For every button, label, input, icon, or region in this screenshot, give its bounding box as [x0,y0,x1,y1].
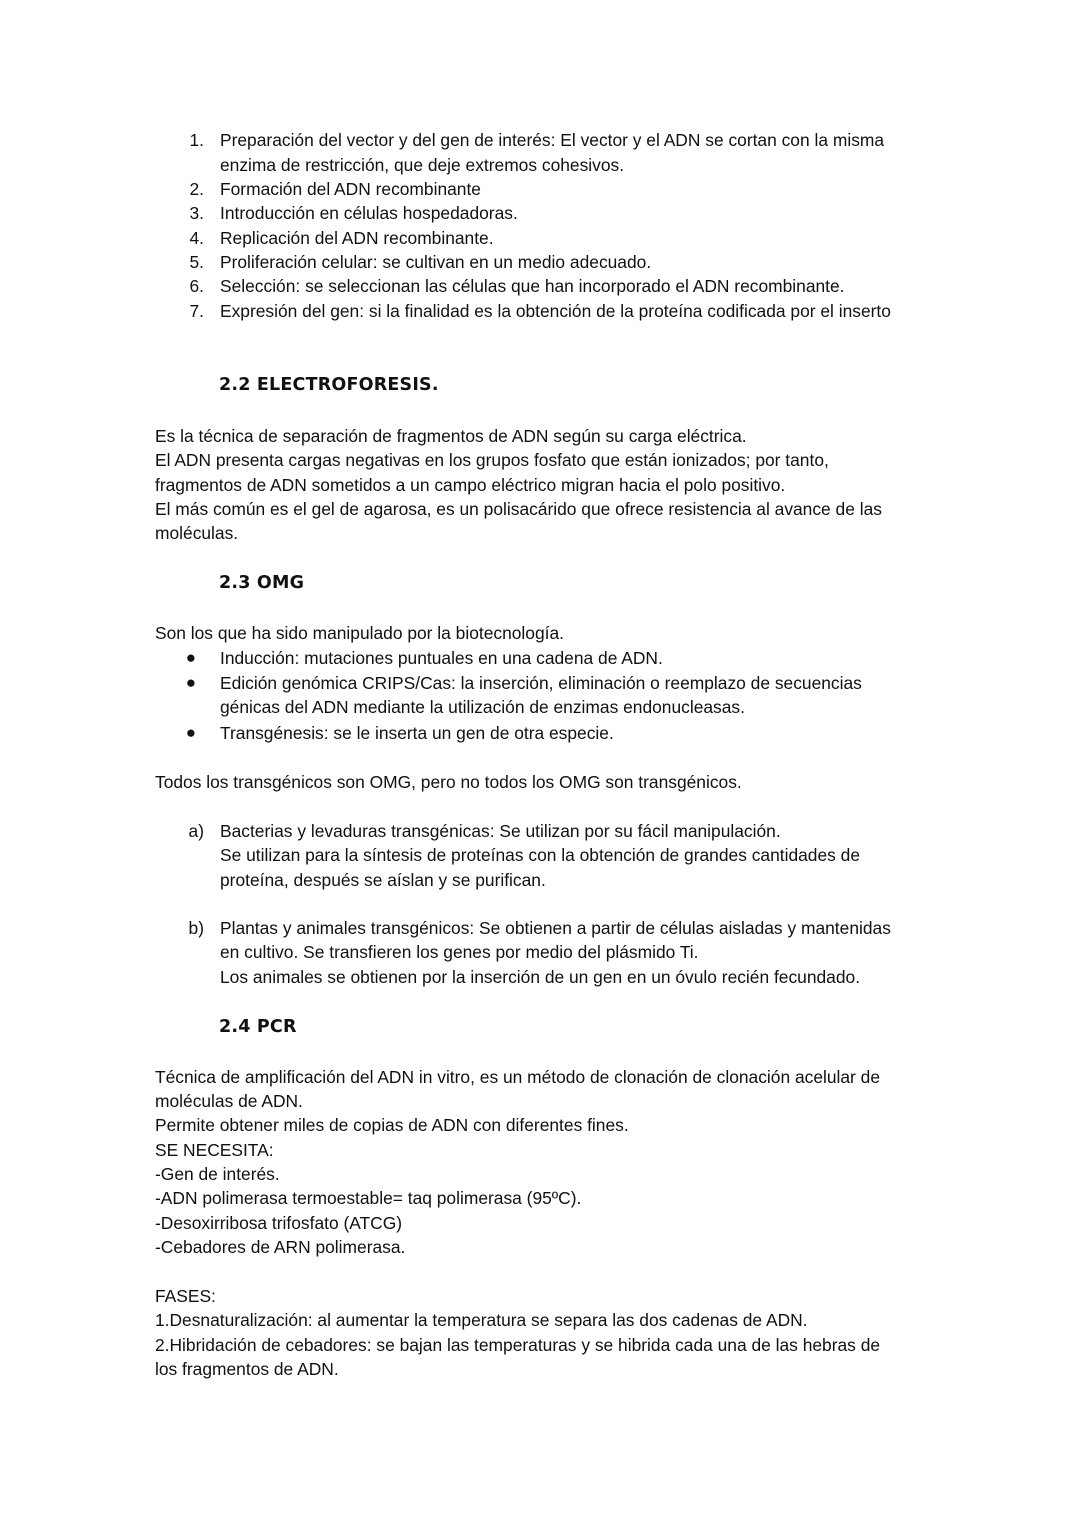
bullet-text: Inducción: mutaciones puntuales en una cadena de ADN. [220,648,663,668]
list-number: 6. [189,276,204,296]
list-number: 5. [189,252,204,272]
paragraph-line: SE NECESITA: [155,1140,274,1160]
paragraph-line: Técnica de amplificación del ADN in vitro, es un método de clonación de clonación acelular de [155,1067,881,1087]
item-letter: a) [188,821,204,841]
bullet-text: génicas del ADN mediante la utilización de enzimas endonucleasas. [220,697,745,717]
list-text: enzima de restricción, que deje extremos cohesivos. [220,155,625,175]
paragraph-line: Es la técnica de separación de fragmentos de ADN según su carga eléctrica. [155,426,747,446]
paragraph-line: moléculas de ADN. [155,1091,303,1111]
section-heading: 2.2 ELECTROFORESIS. [219,375,439,395]
item-text: proteína, después se aíslan y se purifican. [220,870,546,890]
list-text: Expresión del gen: si la finalidad es la obtención de la proteína codificada por el inserto [220,301,891,321]
paragraph-line: -Gen de interés. [155,1164,280,1184]
list-text: Introducción en células hospedadoras. [220,203,518,223]
list-text: Formación del ADN recombinante [220,179,481,199]
item-text: Bacterias y levaduras transgénicas: Se utilizan por su fácil manipulación. [220,821,781,841]
bullet-text: Edición genómica CRIPS/Cas: la inserción, eliminación o reemplazo de secuencias [220,673,862,693]
section-heading: 2.3 OMG [219,573,305,593]
list-text: Proliferación celular: se cultivan en un medio adecuado. [220,252,652,272]
item-text: Los animales se obtienen por la inserción de un gen en un óvulo recién fecundado. [220,967,861,987]
item-text: Se utilizan para la síntesis de proteínas con la obtención de grandes cantidades de [220,845,861,865]
paragraph-line: 2.Hibridación de cebadores: se bajan las temperaturas y se hibrida cada una de las hebras de [155,1335,881,1355]
item-text: Plantas y animales transgénicos: Se obtienen a partir de células aisladas y mantenidas [220,918,891,938]
paragraph-line: FASES: [155,1286,216,1306]
paragraph-line: Todos los transgénicos son OMG, pero no todos los OMG son transgénicos. [155,772,742,792]
list-text: Preparación del vector y del gen de interés: El vector y el ADN se cortan con la misma [220,130,885,150]
list-number: 3. [189,203,204,223]
list-number: 2. [189,179,204,199]
bullet-dot-icon: ● [185,648,196,667]
list-text: Selección: se seleccionan las células que han incorporado el ADN recombinante. [220,276,845,296]
list-text: Replicación del ADN recombinante. [220,228,494,248]
bullet-text: Transgénesis: se le inserta un gen de otra especie. [220,723,614,743]
paragraph-line: los fragmentos de ADN. [155,1359,339,1379]
paragraph-line: Permite obtener miles de copias de ADN con diferentes fines. [155,1115,629,1135]
section-heading: 2.4 PCR [219,1017,297,1037]
paragraph-line: El ADN presenta cargas negativas en los grupos fosfato que están ionizados; por tanto, [155,450,829,470]
paragraph-line: El más común es el gel de agarosa, es un polisacárido que ofrece resistencia al avance de las [155,499,882,519]
paragraph-line: 1.Desnaturalización: al aumentar la temperatura se separa las dos cadenas de ADN. [155,1310,808,1330]
list-number: 4. [189,228,204,248]
paragraph-line: -Cebadores de ARN polimerasa. [155,1237,406,1257]
list-number: 7. [189,301,204,321]
bullet-dot-icon: ● [185,723,196,742]
bullet-dot-icon: ● [185,673,196,692]
item-text: en cultivo. Se transfieren los genes por medio del plásmido Ti. [220,942,699,962]
paragraph-line: fragmentos de ADN sometidos a un campo eléctrico migran hacia el polo positivo. [155,475,786,495]
paragraph-line: -ADN polimerasa termoestable= taq polimerasa (95ºC). [155,1188,582,1208]
paragraph-line: Son los que ha sido manipulado por la biotecnología. [155,623,564,643]
list-number: 1. [189,130,204,150]
paragraph-line: moléculas. [155,523,239,543]
item-letter: b) [188,918,204,938]
paragraph-line: -Desoxirribosa trifosfato (ATCG) [155,1213,403,1233]
